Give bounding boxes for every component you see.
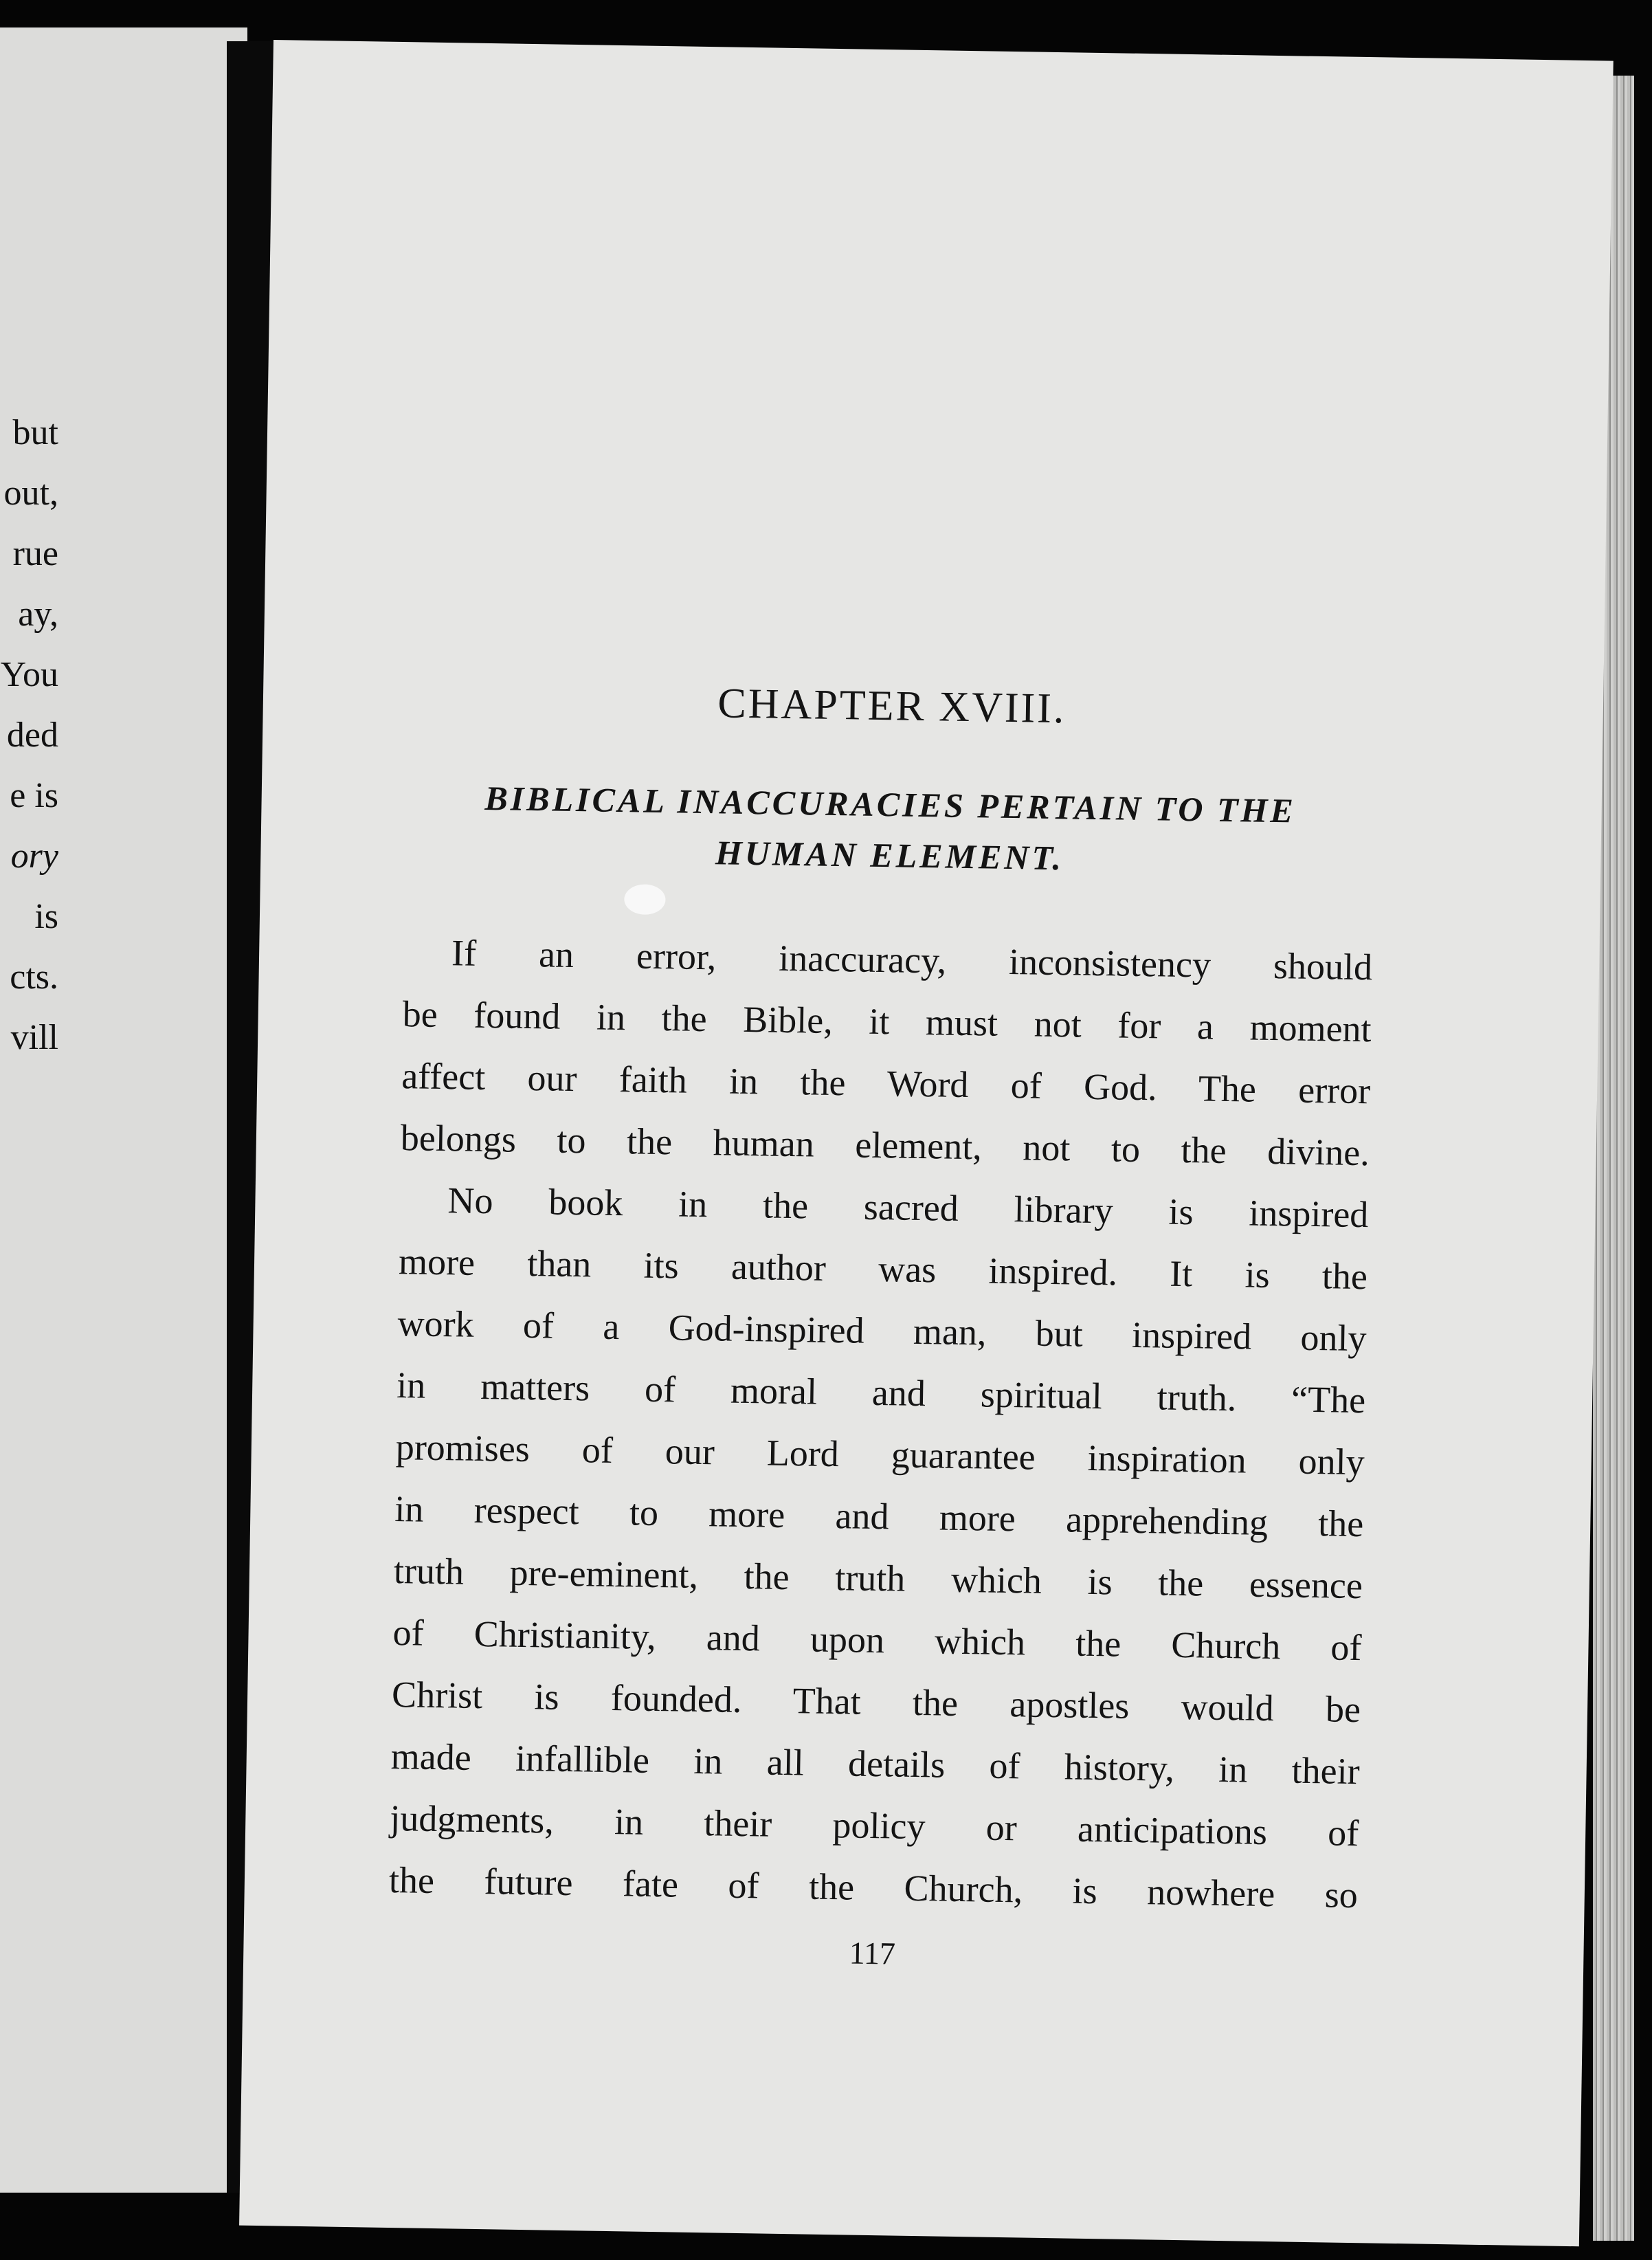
right-page [239,40,1614,2246]
text-line: in respect to more and more apprehending the [394,1488,1364,1545]
left-page-fragment: rue [12,534,58,573]
subtitle-line: BIBLICAL INACCURACIES PERTAIN TO THE [484,778,1297,830]
text-line: belongs to the human element, not to the divine. [400,1117,1370,1174]
left-page-fragment: You [0,655,58,694]
paragraph [388,1168,1369,1926]
left-page-fragment: ded [6,716,58,755]
left-page-fragment: out, [3,474,58,513]
text-line: made infallible in all details of history, in their [390,1735,1361,1793]
text-line: of Christianity, and upon which the Church of [392,1612,1362,1669]
text-line: No book in the sacred library is inspired [447,1179,1369,1236]
text-line: affect our faith in the Word of God. The error [401,1055,1371,1112]
left-page-fragment: cts. [10,957,58,997]
left-page-fragment: is [34,897,58,936]
left-page-fragment: vill [10,1018,58,1057]
chapter-heading: CHAPTER XVIII. [717,680,1067,733]
left-page-fragment: but [12,413,58,452]
text-line: the future fate of the Church, is nowhere so [388,1859,1359,1916]
subtitle-line: HUMAN ELEMENT. [715,833,1064,878]
left-page-fragment: e is [10,776,58,815]
left-page [0,27,247,2193]
text-line: judgments, in their policy or anticipations of [389,1797,1359,1854]
text-line: work of a God-inspired man, but inspired only [397,1303,1367,1360]
text-line: more than its author was inspired. It is the [398,1241,1368,1298]
chapter-subtitle [405,771,1375,888]
left-page-fragment: ory [10,837,58,876]
left-page-fragment: ay, [18,595,58,634]
text-line: in matters of moral and spiritual truth. “The [396,1364,1366,1421]
text-line: be found in the Bible, it must not for a moment [402,993,1372,1050]
text-line: Christ is founded. That the apostles would be [391,1674,1361,1731]
text-line: promises of our Lord guarantee inspiration only [395,1426,1365,1483]
page-number: 117 [849,1935,896,1971]
left-page-text [0,27,247,2193]
paragraph [400,921,1372,1184]
text-line: truth pre-eminent, the truth which is the essence [393,1550,1363,1607]
text-line: If an error, inaccuracy, inconsistency should [451,932,1373,988]
page-content [388,674,1376,1979]
